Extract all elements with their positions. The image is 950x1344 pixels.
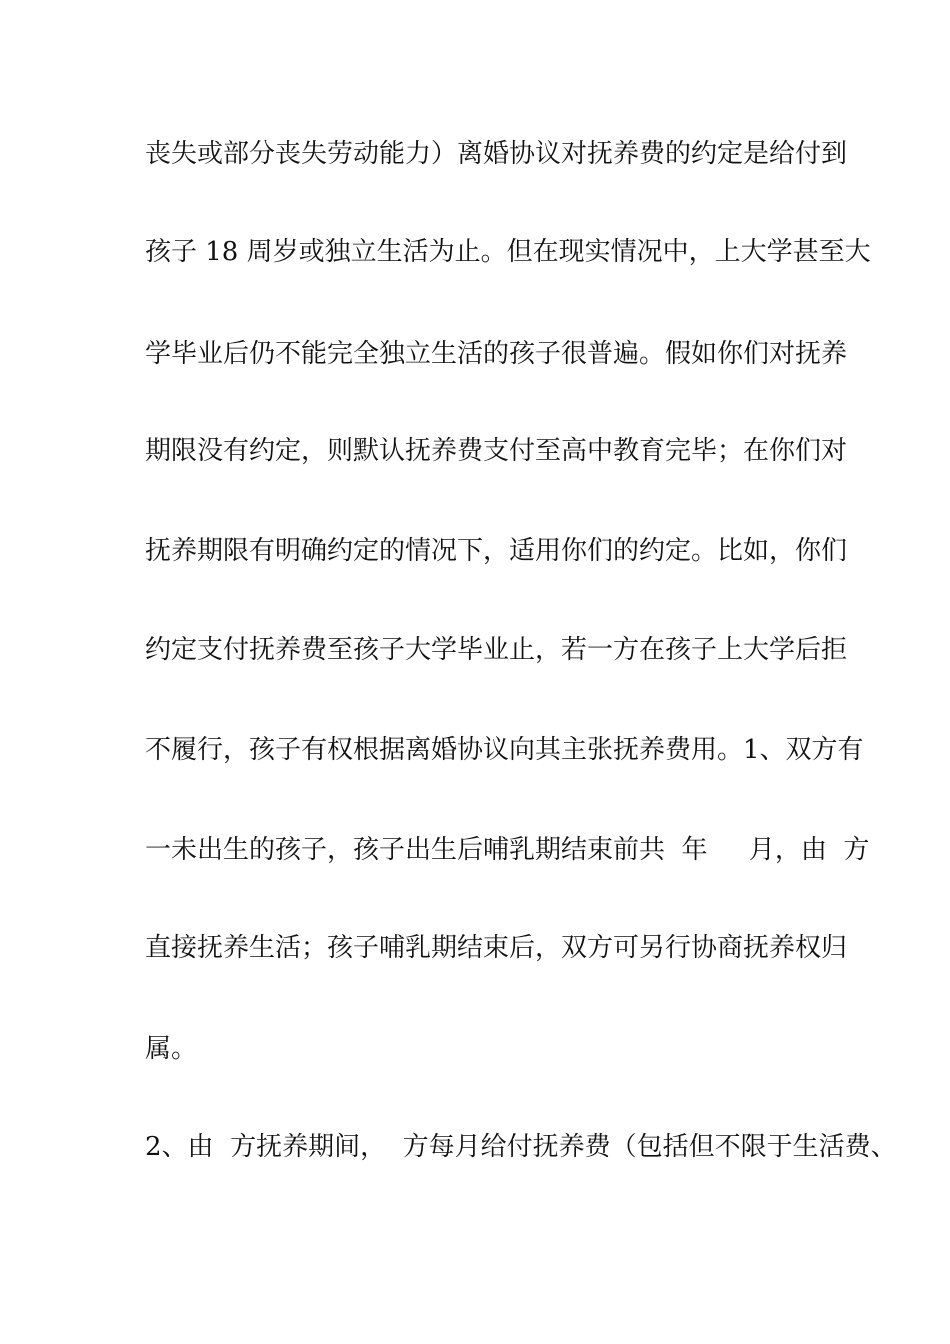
text-line: 丧失或部分丧失劳动能力）离婚协议对抚养费的约定是给付到 [145, 139, 848, 169]
text-line: 属。 [145, 1034, 198, 1064]
text-line: 2、由 方抚养期间， 方每月给付抚养费（包括但不限于生活费、 [145, 1132, 897, 1162]
text-line: 期限没有约定，则默认抚养费支付至高中教育完毕；在你们对 [145, 436, 848, 466]
text-line: 孩子 18 周岁或独立生活为止。但在现实情况中，上大学甚至大 [145, 237, 871, 267]
text-line: 学毕业后仍不能完全独立生活的孩子很普遍。假如你们对抚养 [145, 339, 848, 369]
text-line: 一未出生的孩子，孩子出生后哺乳期结束前共 年 月，由 方 [145, 835, 870, 865]
text-line: 不履行，孩子有权根据离婚协议向其主张抚养费用。1、双方有 [145, 735, 864, 765]
text-line: 约定支付抚养费至孩子大学毕业止，若一方在孩子上大学后拒 [145, 635, 848, 665]
text-line: 直接抚养生活；孩子哺乳期结束后，双方可另行协商抚养权归 [145, 933, 848, 963]
text-line: 抚养期限有明确约定的情况下，适用你们的约定。比如，你们 [145, 536, 848, 566]
